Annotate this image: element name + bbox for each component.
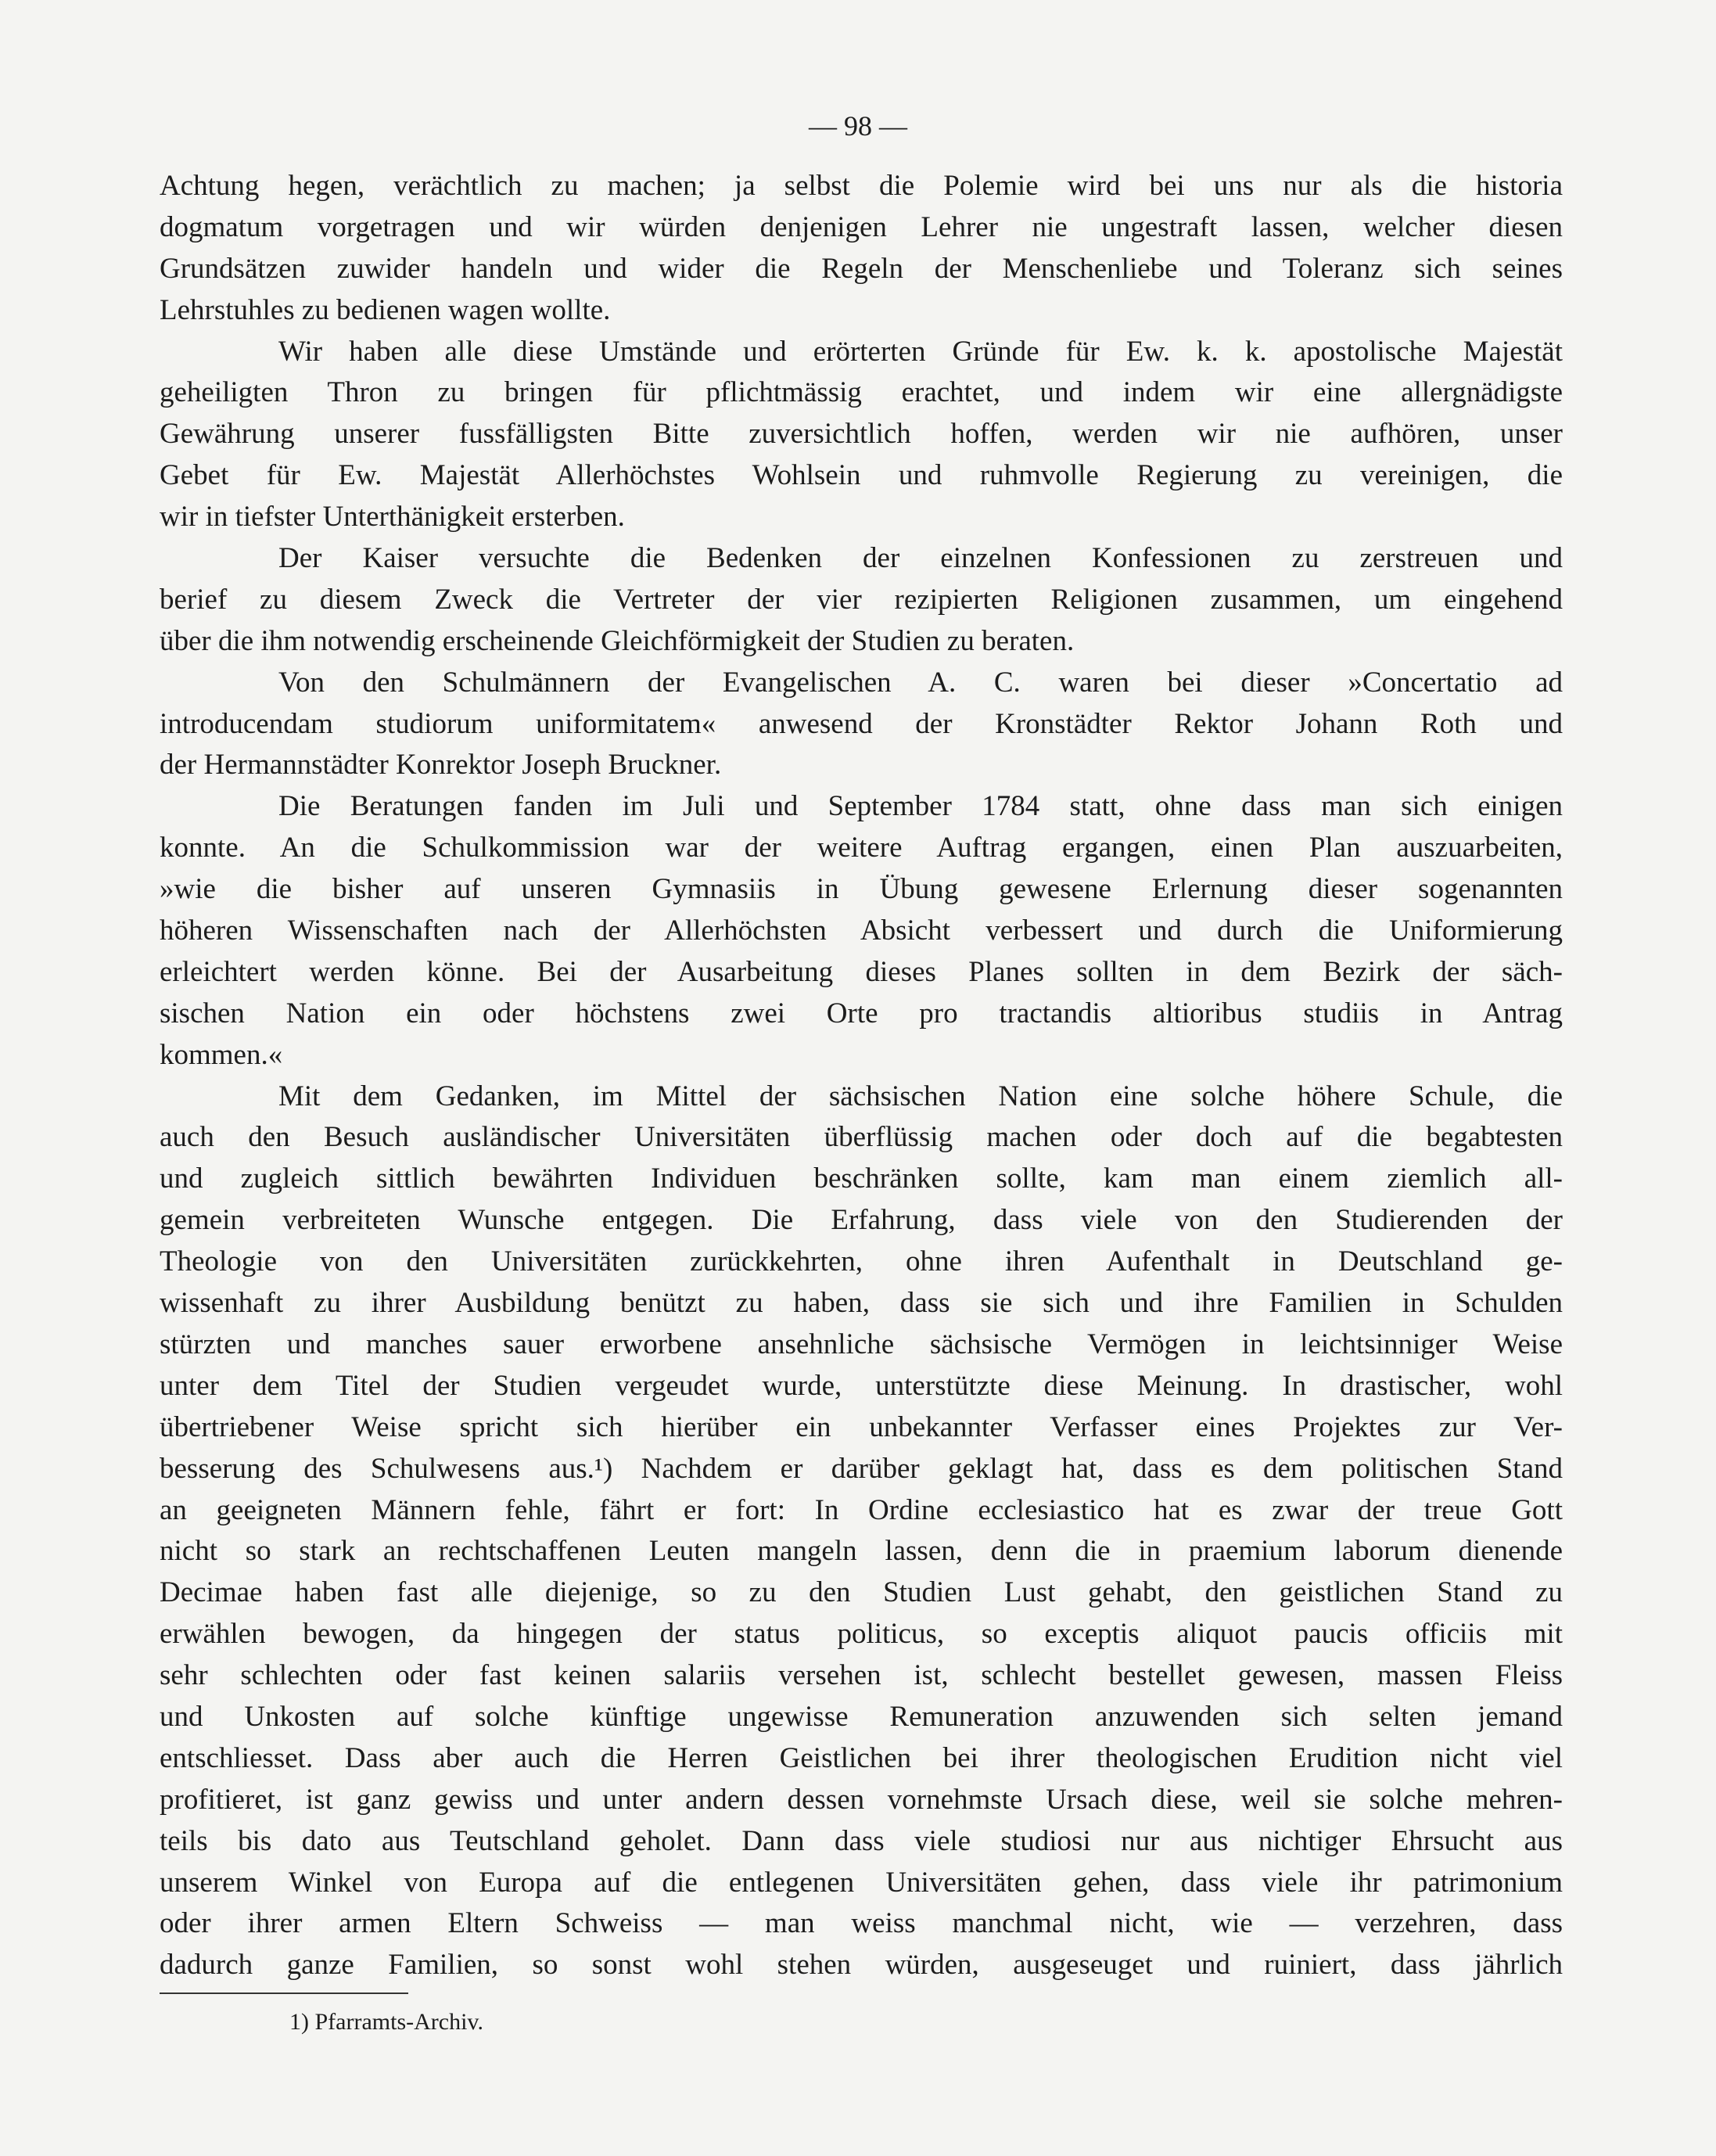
body-text [160,166,1563,1986]
text-line: erleichtert werden könne. Bei der Ausarbeitung dieses Planes sollten in dem Bezirk der säch- [160,955,1563,988]
text-line: höheren Wissenschaften nach der Allerhöchsten Absicht verbessert und durch die Uniformierung [160,915,1563,947]
text-line: stürzten und manches sauer erworbene ansehnliche sächsische Vermögen in leichtsinniger Weise [160,1328,1563,1360]
text-line: dadurch ganze Familien, so sonst wohl stehen würden, ausgeseuget und ruiniert, dass jährlich [160,1949,1563,1982]
text-line: Der Kaiser versuchte die Bedenken der einzelnen Konfessionen zu zerstreuen und [278,542,1563,575]
text-line: Theologie von den Universitäten zurückkehrten, ohne ihren Aufenthalt in Deutschland ge- [160,1245,1563,1278]
text-line: nicht so stark an rechtschaffenen Leuten mangeln lassen, denn die in praemium laborum dienende [160,1535,1563,1568]
text-line: dogmatum vorgetragen und wir würden denjenigen Lehrer nie ungestraft lassen, welcher diesen [160,210,1563,243]
text-line: gemein verbreiteten Wunsche entgegen. Die Erfahrung, dass viele von den Studierenden der [160,1204,1563,1237]
text-line: an geeigneten Männern fehle, fährt er fort: In Ordine ecclesiastico hat es zwar der treue Gott [160,1493,1563,1526]
text-line: wissenhaft zu ihrer Ausbildung benützt zu haben, dass sie sich und ihre Familien in Schulden [160,1287,1563,1320]
text-line: introducendam studiorum uniformitatem« anwesend der Kronstädter Rektor Johann Roth und [160,707,1563,740]
text-line: auch den Besuch ausländischer Universitäten überflüssig machen oder doch auf die begabtesten [160,1121,1563,1154]
footnote-divider [160,1993,408,1994]
footnote [289,2007,483,2038]
text-line: Von den Schulmännern der Evangelischen A. C. waren bei dieser »Concertatio ad [278,666,1563,699]
text-line: Gewährung unserer fussfälligsten Bitte zuversichtlich hoffen, werden wir nie aufhören, unser [160,418,1563,451]
text-line: Lehrstuhles zu bedienen wagen wollte. [160,293,611,326]
text-line: berief zu diesem Zweck die Vertreter der vier rezipierten Religionen zusammen, um eingehend [160,583,1563,616]
text-line: und Unkosten auf solche künftige ungewisse Remuneration anzuwenden sich selten jemand [160,1700,1563,1733]
text-line: entschliesset. Dass aber auch die Herren Geistlichen bei ihrer theologischen Erudition nicht viel [160,1741,1563,1774]
text-line: Gebet für Ew. Majestät Allerhöchstes Wohlsein und ruhmvolle Regierung zu vereinigen, die [160,459,1563,492]
footnote-marker: 1) [289,2009,309,2035]
text-line: Mit dem Gedanken, im Mittel der sächsischen Nation eine solche höhere Schule, die [278,1080,1563,1112]
text-line: der Hermannstädter Konrektor Joseph Bruckner. [160,749,722,782]
text-line: über die ihm notwendig erscheinende Gleichförmigkeit der Studien zu beraten. [160,624,1075,657]
text-line: wir in tiefster Unterthänigkeit ersterben. [160,501,625,534]
text-line: oder ihrer armen Eltern Schweiss — man weiss manchmal nicht, wie — verzehren, dass [160,1907,1563,1940]
footnote-text: Pfarramts-Archiv. [314,2009,483,2035]
text-line: besserung des Schulwesens aus.¹) Nachdem er darüber geklagt hat, dass es dem politischen Stand [160,1452,1563,1485]
text-line: konnte. An die Schulkommission war der weitere Auftrag ergangen, einen Plan auszuarbeiten, [160,832,1563,864]
text-line: profitieret, ist ganz gewiss und unter andern dessen vornehmste Ursach diese, weil sie solche mehren- [160,1783,1563,1816]
text-line: Grundsätzen zuwider handeln und wider die Regeln der Menschenliebe und Toleranz sich seines [160,252,1563,285]
text-line: geheiligten Thron zu bringen für pflichtmässig erachtet, und indem wir eine allergnädigste [160,376,1563,409]
text-line: kommen.« [160,1038,283,1071]
text-line: übertriebener Weise spricht sich hierüber ein unbekannter Verfasser eines Projektes zur Ver- [160,1410,1563,1443]
text-line: Achtung hegen, verächtlich zu machen; ja selbst die Polemie wird bei uns nur als die historia [160,170,1563,202]
text-line: Die Beratungen fanden im Juli und September 1784 statt, ohne dass man sich einigen [278,790,1563,823]
text-line: Wir haben alle diese Umstände und erörterten Gründe für Ew. k. k. apostolische Majestät [278,335,1563,368]
text-line: sischen Nation ein oder höchstens zwei Orte pro tractandis altioribus studiis in Antrag [160,997,1563,1029]
page-number: — 98 — [809,110,907,142]
text-line: Decimae haben fast alle diejenige, so zu den Studien Lust gehabt, den geistlichen Stand zu [160,1576,1563,1609]
text-line: und zugleich sittlich bewährten Individuen beschränken sollte, kam man einem ziemlich all- [160,1162,1563,1195]
text-line: sehr schlechten oder fast keinen salariis versehen ist, schlecht bestellet gewesen, massen Fleiss [160,1659,1563,1692]
text-line: erwählen bewogen, da hingegen der status politicus, so exceptis aliquot paucis officiis mit [160,1618,1563,1651]
text-line: unserem Winkel von Europa auf die entlegenen Universitäten gehen, dass viele ihr patrimonium [160,1866,1563,1899]
text-line: unter dem Titel der Studien vergeudet wurde, unterstützte diese Meinung. In drastischer, wohl [160,1369,1563,1402]
text-line: »wie die bisher auf unseren Gymnasiis in Übung gewesene Erlernung dieser sogenannten [160,873,1563,906]
text-line: teils bis dato aus Teutschland geholet. Dann dass viele studiosi nur aus nichtiger Ehrsucht aus [160,1824,1563,1857]
